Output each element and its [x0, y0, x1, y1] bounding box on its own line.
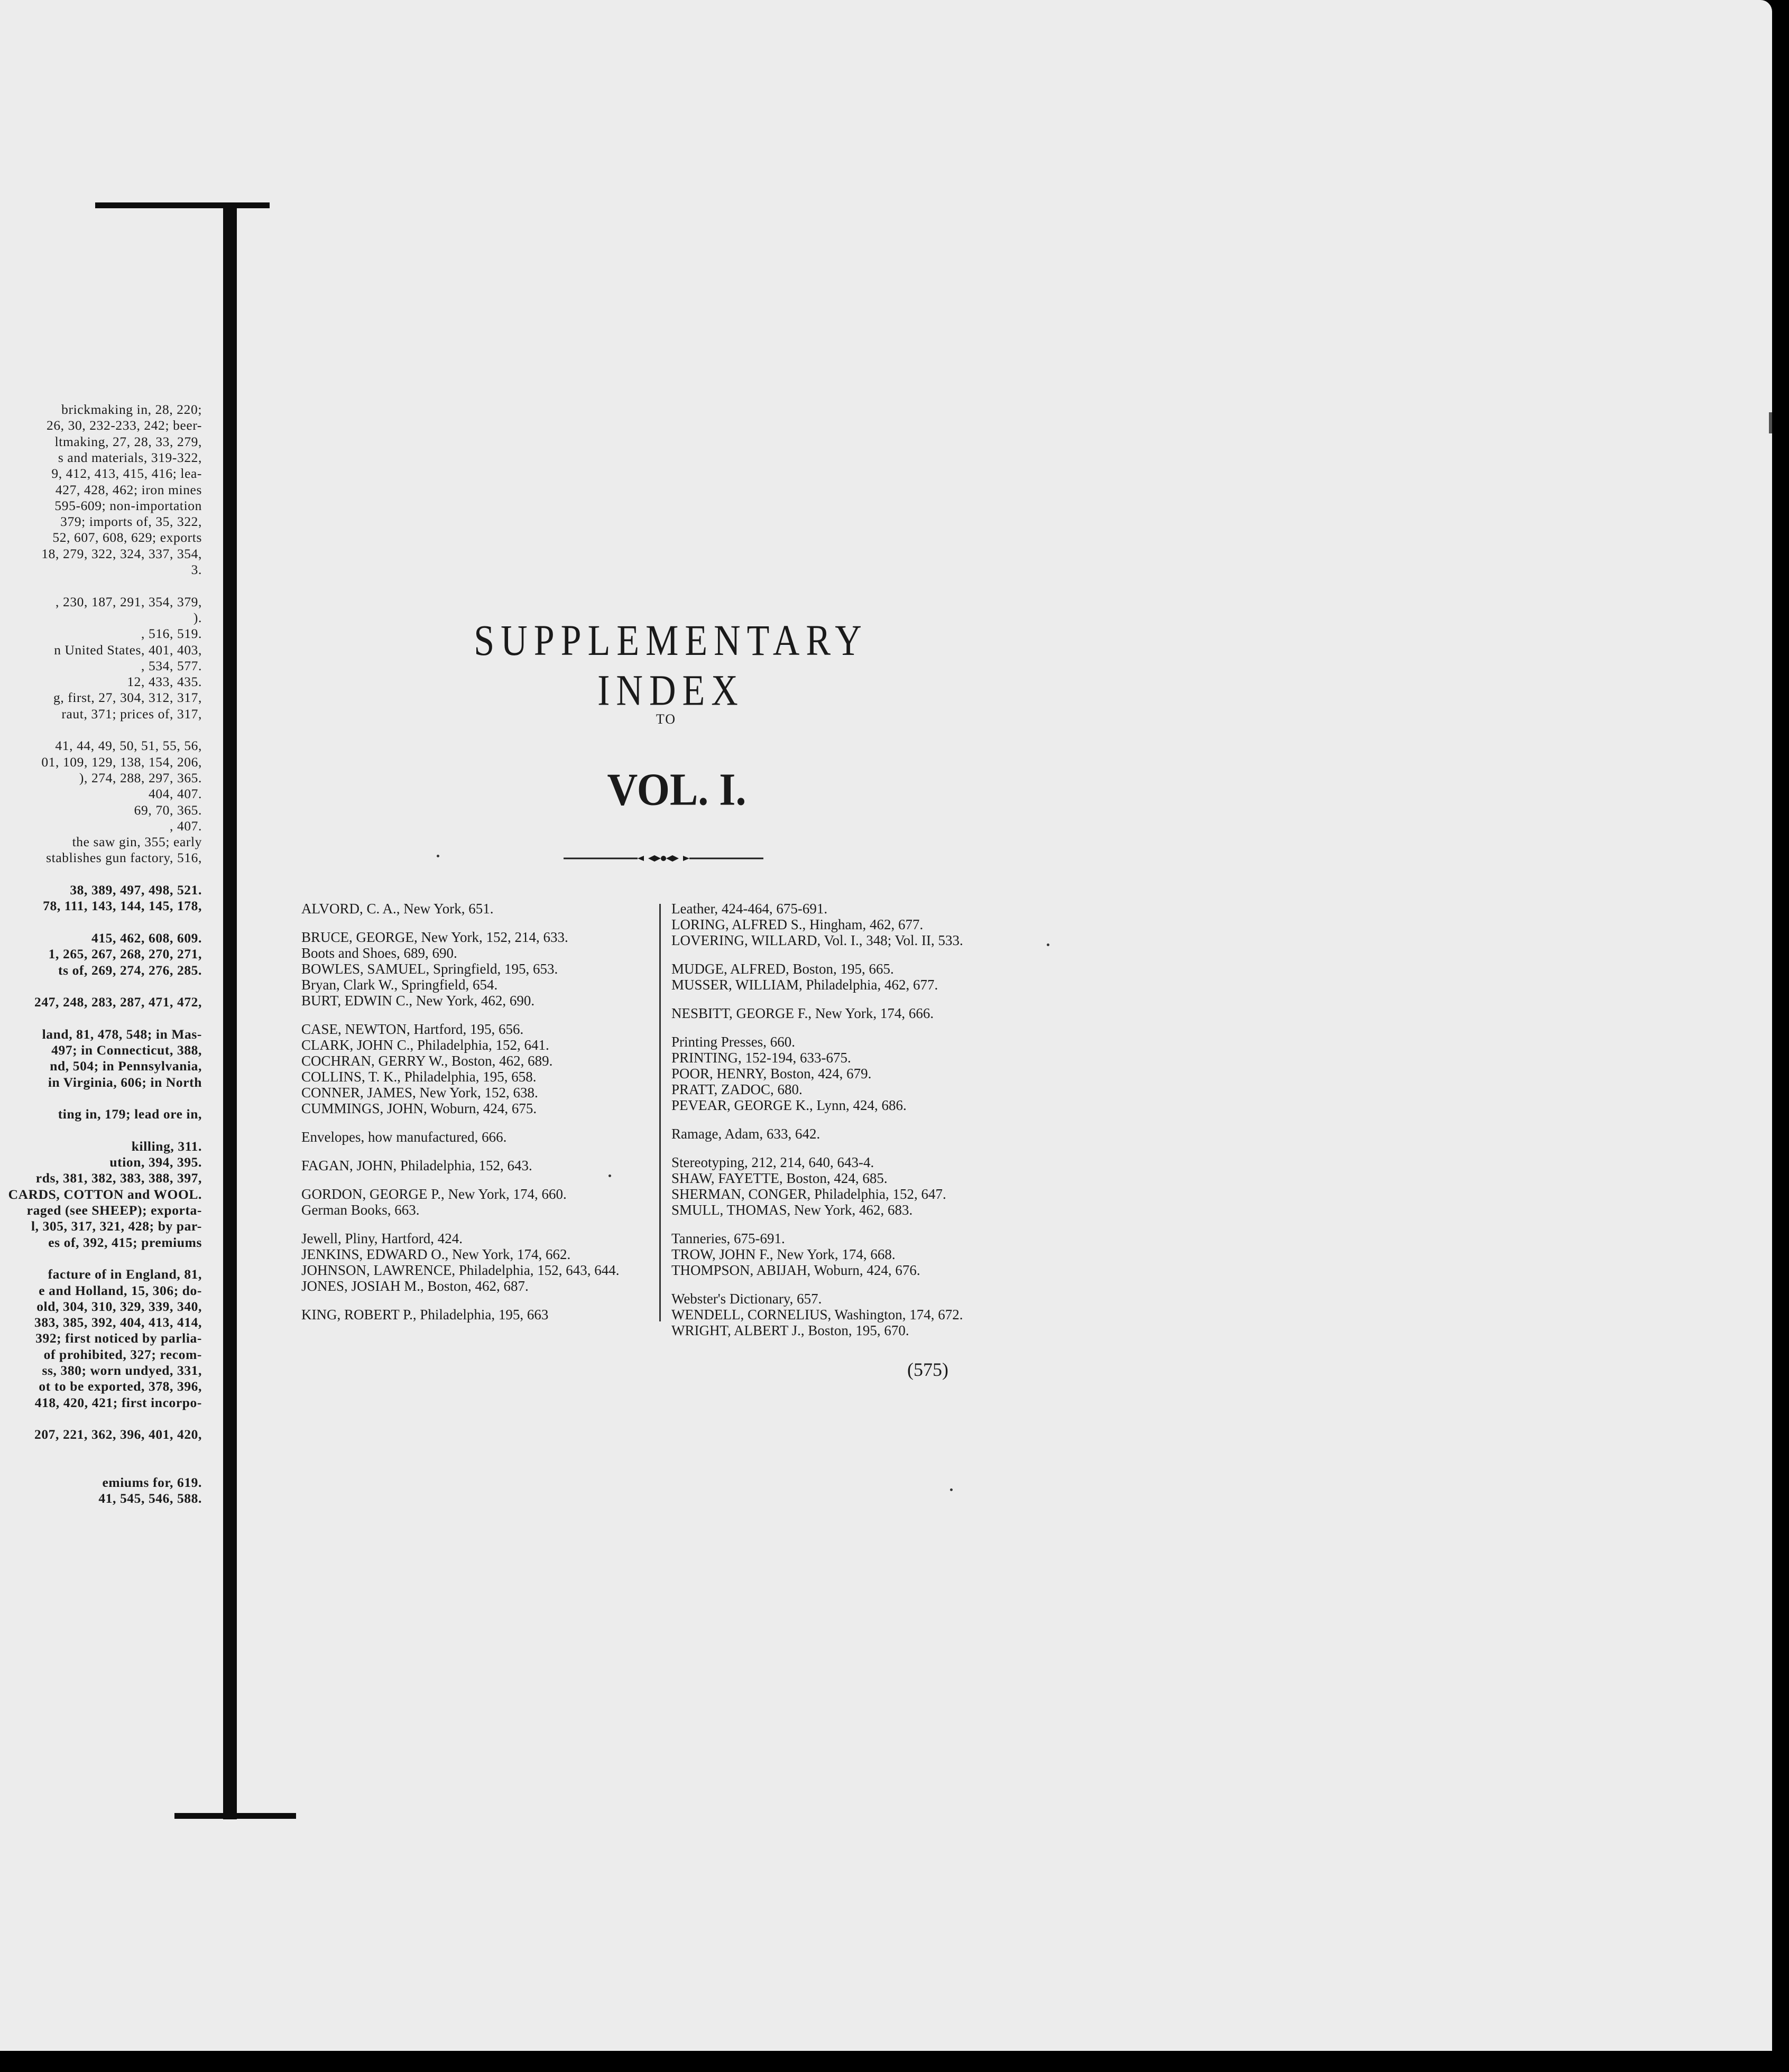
fragment-line: 379; imports of, 35, 322,: [60, 514, 202, 530]
fragment-line: 207, 221, 362, 396, 401, 420,: [34, 1427, 202, 1442]
entry-gap: [671, 1113, 963, 1126]
entry-gap: [301, 1009, 620, 1021]
index-entry: Leather, 424-464, 675-691.: [671, 901, 828, 917]
fragment-line: 404, 407.: [148, 786, 202, 802]
fragment-line: ts of, 269, 274, 276, 285.: [58, 962, 202, 978]
fragment-line: , 534, 577.: [141, 658, 202, 673]
fragment-line: in Virginia, 606; in North: [48, 1074, 202, 1090]
entry-gap: [671, 993, 963, 1005]
fragment-line: rds, 381, 382, 383, 388, 397,: [35, 1170, 202, 1186]
fragment-line: g, first, 27, 304, 312, 317,: [53, 690, 202, 706]
fragment-line: stablishes gun factory, 516,: [46, 850, 202, 866]
entry-gap: [301, 1145, 620, 1158]
fragment-line: 26, 30, 232-233, 242; beer-: [46, 418, 202, 433]
fragment-line: 595-609; non-importation: [54, 497, 202, 513]
fragment-line: 69, 70, 365.: [134, 802, 202, 818]
index-entry: NESBITT, GEORGE F., New York, 174, 666.: [671, 1005, 934, 1021]
entry-gap: [301, 1294, 620, 1307]
entry-gap: [671, 1218, 963, 1231]
fragment-line: raut, 371; prices of, 317,: [61, 706, 202, 722]
fragment-line: ss, 380; worn undyed, 331,: [42, 1363, 202, 1378]
fragment-line: ution, 394, 395.: [109, 1154, 202, 1170]
fragment-line: 383, 385, 392, 404, 413, 414,: [34, 1315, 202, 1330]
ink-speck: [1047, 944, 1049, 946]
index-entry: BOWLES, SAMUEL, Springfield, 195, 653.: [301, 961, 558, 977]
fragment-line: killing, 311.: [131, 1138, 202, 1154]
index-column-left: [301, 901, 620, 1322]
index-entry: German Books, 663.: [301, 1202, 420, 1218]
fragment-line: ting in, 179; lead ore in,: [58, 1106, 202, 1122]
index-entry: Envelopes, how manufactured, 666.: [301, 1129, 507, 1145]
index-entry: COCHRAN, GERRY W., Boston, 462, 689.: [301, 1053, 553, 1069]
fragment-line: ), 274, 288, 297, 365.: [79, 770, 202, 785]
fragment-line: 78, 111, 143, 144, 145, 178,: [43, 898, 202, 914]
entry-gap: [671, 1142, 963, 1154]
index-entry: CASE, NEWTON, Hartford, 195, 656.: [301, 1021, 524, 1037]
entry-gap: [671, 1278, 963, 1291]
index-entry: POOR, HENRY, Boston, 424, 679.: [671, 1066, 872, 1081]
index-entry: Ramage, Adam, 633, 642.: [671, 1126, 820, 1142]
index-entry: BURT, EDWIN C., New York, 462, 690.: [301, 993, 535, 1009]
index-entry: PRATT, ZADOC, 680.: [671, 1081, 803, 1097]
fragment-line: 52, 607, 608, 629; exports: [52, 530, 202, 545]
index-entry: LORING, ALFRED S., Hingham, 462, 677.: [671, 917, 924, 932]
index-entry: CUMMINGS, JOHN, Woburn, 424, 675.: [301, 1100, 537, 1116]
entry-gap: [301, 917, 620, 929]
fragment-line: 497; in Connecticut, 388,: [51, 1042, 202, 1058]
fragment-line: of prohibited, 327; recom-: [43, 1346, 202, 1362]
ink-speck: [608, 1174, 611, 1177]
fragment-line: CARDS, COTTON and WOOL.: [8, 1186, 202, 1202]
index-entry: KING, ROBERT P., Philadelphia, 195, 663: [301, 1307, 549, 1322]
fragment-line: 247, 248, 283, 287, 471, 472,: [34, 994, 202, 1010]
index-entry: JONES, JOSIAH M., Boston, 462, 687.: [301, 1278, 529, 1294]
entry-gap: [301, 1116, 620, 1129]
index-entry: CLARK, JOHN C., Philadelphia, 152, 641.: [301, 1037, 549, 1053]
index-entry: SMULL, THOMAS, New York, 462, 683.: [671, 1202, 913, 1218]
index-entry: Stereotyping, 212, 214, 640, 643-4.: [671, 1154, 874, 1170]
index-entry: Boots and Shoes, 689, 690.: [301, 945, 457, 961]
index-column-right: [671, 901, 963, 1338]
index-entry: PRINTING, 152-194, 633-675.: [671, 1050, 851, 1066]
index-entry: FAGAN, JOHN, Philadelphia, 152, 643.: [301, 1158, 532, 1173]
fragment-line: , 230, 187, 291, 354, 379,: [56, 594, 202, 609]
fragment-line: 01, 109, 129, 138, 154, 206,: [41, 754, 202, 770]
index-entry: Bryan, Clark W., Springfield, 654.: [301, 977, 498, 993]
fragment-line: land, 81, 478, 548; in Mas-: [42, 1026, 202, 1042]
fragment-line: , 516, 519.: [141, 626, 202, 642]
page-edge-mark: [1769, 412, 1772, 433]
fragment-line: , 407.: [170, 818, 202, 834]
index-entry: COLLINS, T. K., Philadelphia, 195, 658.: [301, 1069, 537, 1085]
index-entry: BRUCE, GEORGE, New York, 152, 214, 633.: [301, 929, 568, 945]
index-entry: LOVERING, WILLARD, Vol. I., 348; Vol. II, 533.: [671, 932, 963, 948]
fragment-line: raged (see SHEEP); exporta-: [26, 1202, 202, 1218]
index-entry: WRIGHT, ALBERT J., Boston, 195, 670.: [671, 1322, 909, 1338]
index-entry: ALVORD, C. A., New York, 651.: [301, 901, 494, 917]
fragment-line: 418, 420, 421; first incorpo-: [34, 1394, 202, 1410]
entry-gap: [301, 1173, 620, 1186]
entry-gap: [671, 948, 963, 961]
fragment-line: 3.: [191, 562, 202, 577]
fragment-line: brickmaking in, 28, 220;: [61, 402, 202, 417]
fragment-line: 9, 412, 413, 415, 416; lea-: [51, 466, 202, 482]
fragment-line: 1, 265, 267, 268, 270, 271,: [48, 946, 202, 962]
entry-gap: [301, 1218, 620, 1231]
fragment-line: 38, 389, 497, 498, 521.: [70, 882, 202, 898]
index-entry: MUDGE, ALFRED, Boston, 195, 665.: [671, 961, 894, 977]
fragment-line: nd, 504; in Pennsylvania,: [50, 1058, 202, 1074]
fragment-line: 392; first noticed by parlia-: [35, 1330, 202, 1346]
ink-speck: [950, 1488, 953, 1491]
fragment-line: emiums for, 619.: [102, 1475, 202, 1491]
index-entry: THOMPSON, ABIJAH, Woburn, 424, 676.: [671, 1262, 920, 1278]
index-entry: CONNER, JAMES, New York, 152, 638.: [301, 1085, 538, 1100]
fragment-line: ot to be exported, 378, 396,: [39, 1379, 202, 1394]
index-entry: WENDELL, CORNELIUS, Washington, 174, 672.: [671, 1307, 963, 1322]
fragment-line: s and materials, 319-322,: [58, 449, 202, 465]
fragment-line: e and Holland, 15, 306; do-: [39, 1282, 202, 1298]
fragment-line: ltmaking, 27, 28, 33, 279,: [54, 433, 202, 449]
title-connector: TO: [656, 711, 677, 727]
fragment-line: l, 305, 317, 321, 428; by par-: [31, 1218, 202, 1234]
index-entry: JENKINS, EDWARD O., New York, 174, 662.: [301, 1246, 571, 1262]
index-entry: SHAW, FAYETTE, Boston, 424, 685.: [671, 1170, 888, 1186]
index-entry: TROW, JOHN F., New York, 174, 668.: [671, 1246, 896, 1262]
index-entry: PEVEAR, GEORGE K., Lynn, 424, 686.: [671, 1097, 907, 1113]
adjoining-page-fragment: [0, 402, 206, 1506]
fragment-line: 427, 428, 462; iron mines: [55, 482, 202, 497]
fragment-line: 12, 433, 435.: [127, 674, 202, 690]
binding-bracket-top: [95, 202, 270, 208]
ink-speck: [437, 855, 439, 857]
column-divider: [659, 904, 661, 1321]
fragment-line: es of, 392, 415; premiums: [48, 1234, 202, 1250]
fragment-line: 18, 279, 322, 324, 337, 354,: [41, 545, 202, 561]
index-entry: Printing Presses, 660.: [671, 1034, 796, 1050]
page-title: SUPPLEMENTARY INDEX: [474, 617, 868, 715]
index-entry: Webster's Dictionary, 657.: [671, 1291, 822, 1307]
ornamental-rule: [564, 852, 763, 865]
index-entry: SHERMAN, CONGER, Philadelphia, 152, 647.: [671, 1186, 946, 1202]
fragment-line: ).: [193, 609, 202, 625]
index-entry: JOHNSON, LAWRENCE, Philadelphia, 152, 643, 644.: [301, 1262, 620, 1278]
volume-heading: VOL. I.: [607, 765, 746, 816]
fragment-line: 41, 545, 546, 588.: [98, 1491, 202, 1506]
fragment-line: old, 304, 310, 329, 339, 340,: [36, 1298, 202, 1314]
index-entry: Jewell, Pliny, Hartford, 424.: [301, 1231, 463, 1246]
index-entry: Tanneries, 675-691.: [671, 1231, 785, 1246]
index-entry: GORDON, GEORGE P., New York, 174, 660.: [301, 1186, 567, 1202]
fragment-line: facture of in England, 81,: [48, 1266, 202, 1282]
fragment-line: n United States, 401, 403,: [54, 642, 202, 658]
binding-bracket-bottom: [174, 1813, 296, 1819]
fragment-line: the saw gin, 355; early: [72, 834, 202, 850]
page-number: (575): [907, 1359, 948, 1380]
binding-bracket: [223, 207, 237, 1819]
entry-gap: [671, 1021, 963, 1034]
fragment-line: 415, 462, 608, 609.: [91, 930, 202, 946]
index-entry: MUSSER, WILLIAM, Philadelphia, 462, 677.: [671, 977, 938, 993]
fragment-line: 41, 44, 49, 50, 51, 55, 56,: [55, 738, 202, 754]
